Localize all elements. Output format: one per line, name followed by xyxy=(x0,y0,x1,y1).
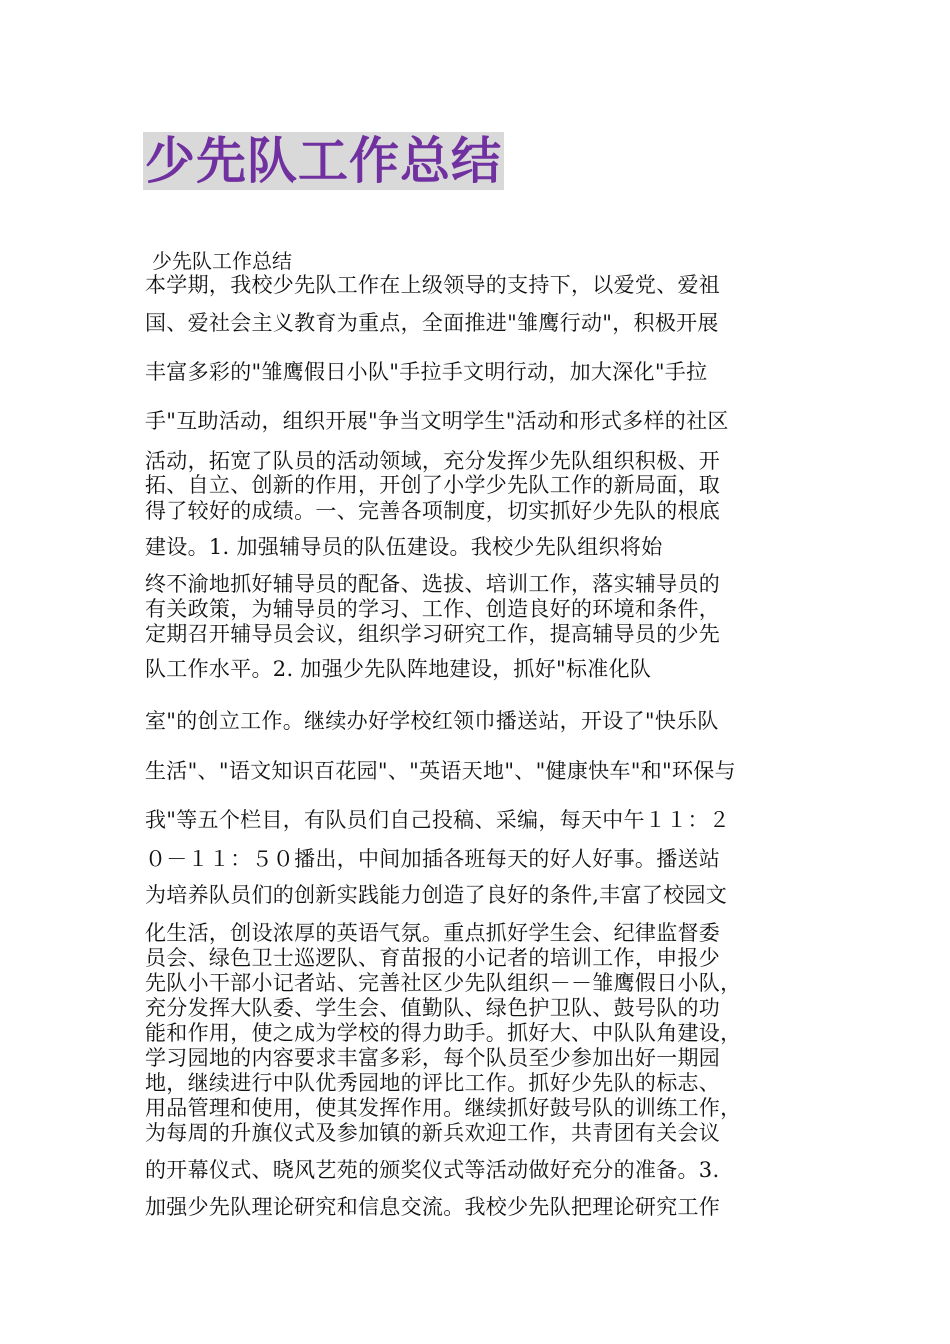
document-subtitle: 少先队工作总结 xyxy=(152,249,292,273)
body-line: 我"等五个栏目，有队员们自己投稿、采编，每天中午１１：２ xyxy=(145,808,731,832)
body-line: 用品管理和使用，使其发挥作用。继续抓好鼓号队的训练工作， xyxy=(145,1096,742,1120)
body-line: 生活"、"语文知识百花园"、"英语天地"、"健康快车"和"环保与 xyxy=(145,759,736,783)
body-line: 丰富多彩的"雏鹰假日小队"手拉手文明行动，加大深化"手拉 xyxy=(145,360,708,384)
body-line: 有关政策，为辅导员的学习、工作、创造良好的环境和条件， xyxy=(145,597,721,621)
body-line: 先队小干部小记者站、完善社区少先队组织－－雏鹰假日小队， xyxy=(145,971,742,995)
body-line: 地，继续进行中队优秀园地的评比工作。抓好少先队的标志、 xyxy=(145,1071,721,1095)
body-line: 化生活，创设浓厚的英语气氛。重点抓好学生会、纪律监督委 xyxy=(145,921,721,945)
body-line: 拓、自立、创新的作用，开创了小学少先队工作的新局面，取 xyxy=(145,473,721,497)
body-line: 队工作水平。2. 加强少先队阵地建设，抓好"标准化队 xyxy=(145,657,652,681)
body-line: 建设。1. 加强辅导员的队伍建设。我校少先队组织将始 xyxy=(145,535,663,559)
body-line: 本学期，我校少先队工作在上级领导的支持下，以爱党、爱祖 xyxy=(145,273,721,297)
body-line: 得了较好的成绩。一、完善各项制度，切实抓好少先队的根底 xyxy=(145,499,721,523)
body-line: 定期召开辅导员会议，组织学习研究工作，提高辅导员的少先 xyxy=(145,622,721,646)
body-line: 终不渝地抓好辅导员的配备、选拔、培训工作，落实辅导员的 xyxy=(145,572,721,596)
body-line: 室"的创立工作。继续办好学校红领巾播送站，开设了"快乐队 xyxy=(145,709,719,733)
body-line: 学习园地的内容要求丰富多彩，每个队员至少参加出好一期园 xyxy=(145,1046,721,1070)
body-line: 员会、绿色卫士巡逻队、育苗报的小记者的培训工作，申报少 xyxy=(145,946,721,970)
body-line: 活动，拓宽了队员的活动领域，充分发挥少先队组织积极、开 xyxy=(145,449,721,473)
body-line: 手"互助活动，组织开展"争当文明学生"活动和形式多样的社区 xyxy=(145,409,729,433)
body-line: ０－１１：５０播出，中间加插各班每天的好人好事。播送站 xyxy=(145,847,721,871)
body-line: 充分发挥大队委、学生会、值勤队、绿色护卫队、鼓号队的功 xyxy=(145,996,721,1020)
body-line: 为培养队员们的创新实践能力创造了良好的条件,丰富了校园文 xyxy=(145,883,728,907)
body-line: 加强少先队理论研究和信息交流。我校少先队把理论研究工作 xyxy=(145,1195,721,1219)
body-line: 的开幕仪式、晓风艺苑的颁奖仪式等活动做好充分的准备。3. xyxy=(145,1158,720,1182)
body-line: 国、爱社会主义教育为重点，全面推进"雏鹰行动"，积极开展 xyxy=(145,311,719,335)
body-line: 能和作用，使之成为学校的得力助手。抓好大、中队队角建设， xyxy=(145,1021,742,1045)
document-title: 少先队工作总结 xyxy=(145,132,502,190)
body-line: 为每周的升旗仪式及参加镇的新兵欢迎工作，共青团有关会议 xyxy=(145,1121,721,1145)
